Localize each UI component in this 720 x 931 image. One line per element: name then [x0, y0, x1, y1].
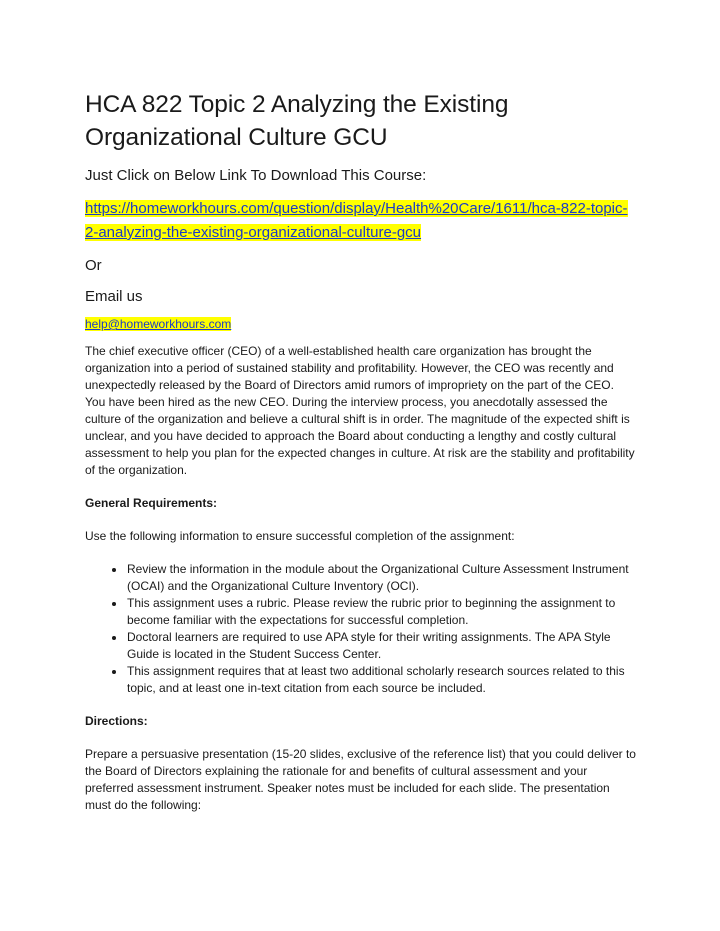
- list-item: • This assignment requires that at least two additional scholarly research sources related to this topic, and at least one in-text citation from each source be included.: [126, 663, 637, 697]
- directions-heading: Directions:: [85, 714, 148, 728]
- general-requirements-heading: General Requirements:: [85, 496, 218, 510]
- email-link-paragraph: [85, 316, 637, 332]
- directions-paragraph: Prepare a persuasive presentation (15-20 slides, exclusive of the reference list) that you could deliver to the Board of Directors explaining the rationale for and benefits of cultural assessment and your preferred assessment instrument. Speaker notes must be included for each slide. The presentation must do the following:: [85, 747, 636, 812]
- email-label: Email us: [85, 288, 143, 305]
- course-link-paragraph: [85, 197, 637, 245]
- document-page: [85, 88, 637, 830]
- requirements-list: [85, 561, 637, 697]
- list-item: • Doctoral learners are required to use APA style for their writing assignments. The APA Style Guide is located in the Student Success Center.: [126, 629, 637, 663]
- general-requirements-intro: Use the following information to ensure successful completion of the assignment:: [85, 529, 515, 543]
- course-download-link[interactable]: https://homeworkhours.com/question/display/Health%20Care/1611/hca-822-topic-2-analyzing-the-existing-organizational-culture-gcu: [85, 200, 628, 241]
- document-title: HCA 822 Topic 2 Analyzing the Existing Organizational Culture GCU: [85, 91, 509, 151]
- list-item: • This assignment uses a rubric. Please review the rubric prior to beginning the assignment to become familiar with the expectations for successful completion.: [126, 595, 637, 629]
- scenario-paragraph: The chief executive officer (CEO) of a well-established health care organization has brought the organization into a period of sustained stability and profitability. However, the CEO was recently and unexpectedly released by the Board of Directors amid rumors of impropriety on the part of the CEO. You have been hired as the new CEO. During the interview process, you anecdotally assessed the culture of the organization and believe a cultural shift is in order. The magnitude of the expected shift is unclear, and you have decided to approach the Board about conducting a lengthy and costly cultural assessment to help you plan for the expected changes in culture. At risk are the stability and profitability of the organization.: [85, 344, 635, 477]
- or-text: Or: [85, 257, 102, 274]
- email-link[interactable]: help@homeworkhours.com: [85, 317, 232, 331]
- download-intro: Just Click on Below Link To Download This Course:: [85, 167, 427, 184]
- list-item: • Review the information in the module about the Organizational Culture Assessment Instrument (OCAI) and the Organizational Culture Inventory (OCI).: [126, 561, 637, 595]
